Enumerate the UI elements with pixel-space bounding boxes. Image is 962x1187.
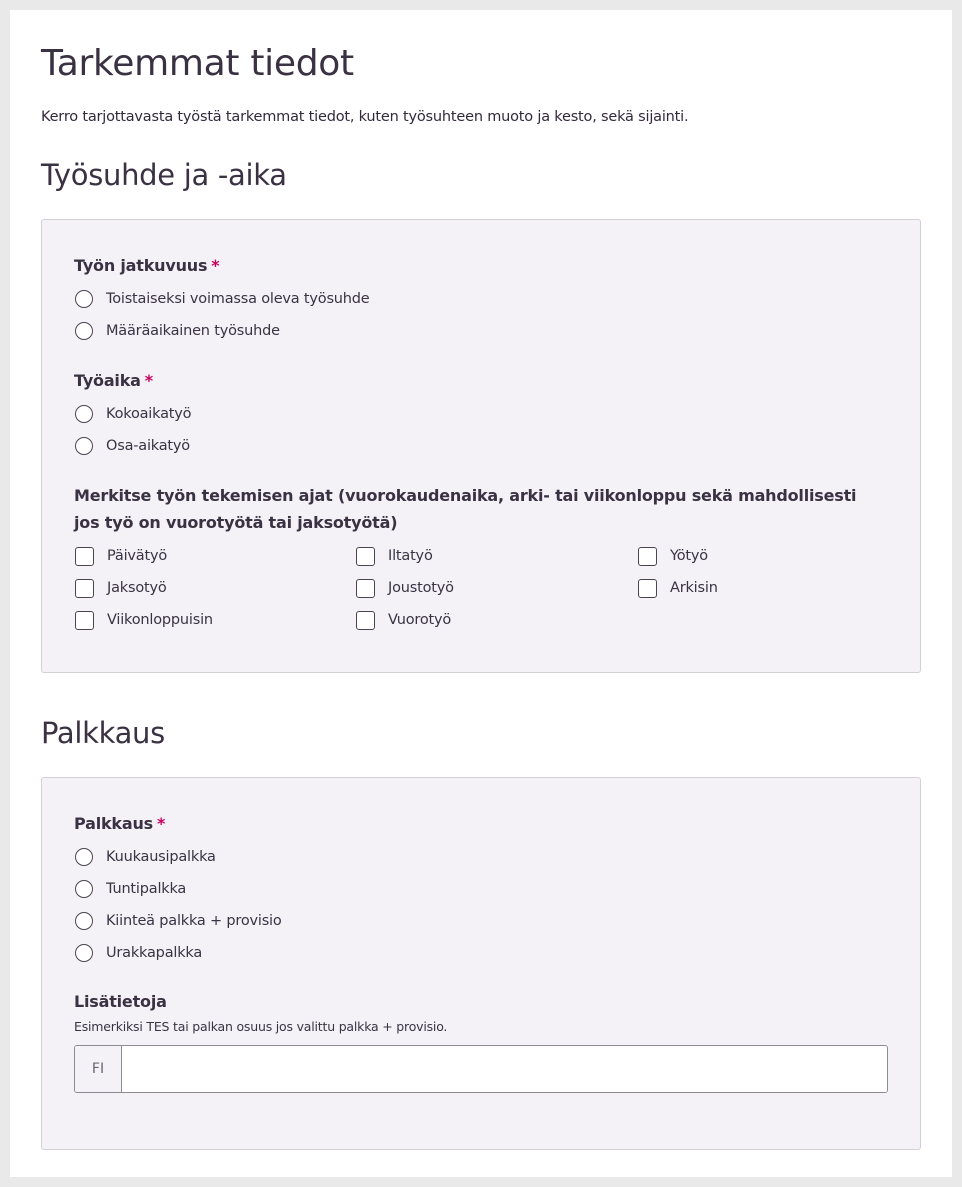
option-label: Vuorotyö <box>388 612 452 628</box>
work-hours-checkbox-weekends[interactable] <box>75 608 213 632</box>
option-label: Joustotyö <box>388 580 454 596</box>
continuity-option-fixed-term[interactable] <box>75 319 280 343</box>
option-label: Viikonloppuisin <box>107 612 213 628</box>
required-marker: * <box>156 814 166 833</box>
section-title-salary: Palkkaus <box>41 716 165 750</box>
language-prefix: FI <box>75 1046 122 1092</box>
radio-button[interactable] <box>75 322 93 340</box>
option-label: Iltatyö <box>388 548 433 564</box>
page-intro: Kerro tarjottavasta työstä tarkemmat tiedot, kuten työsuhteen muoto ja kesto, sekä sijainti. <box>41 109 689 125</box>
radio-button[interactable] <box>75 944 93 962</box>
salary-option-hourly[interactable] <box>75 877 186 901</box>
radio-button[interactable] <box>75 912 93 930</box>
salary-type-label: Palkkaus * <box>74 814 166 833</box>
work-hours-checkbox-weekdays[interactable] <box>638 576 718 600</box>
work-hours-label: Merkitse työn tekemisen ajat (vuorokaudenaika, arki- tai viikonloppu sekä mahdollisesti jos työ on vuorotyötä tai jaksotyötä) <box>74 486 857 532</box>
work-hours-checkbox-period[interactable] <box>75 576 167 600</box>
work-hours-checkbox-shift[interactable] <box>356 608 451 632</box>
checkbox[interactable] <box>638 547 657 566</box>
salary-details-label: Lisätietoja <box>74 992 167 1011</box>
radio-button[interactable] <box>75 405 93 423</box>
checkbox[interactable] <box>356 547 375 566</box>
radio-button[interactable] <box>75 880 93 898</box>
checkbox[interactable] <box>638 579 657 598</box>
continuity-label: Työn jatkuvuus * <box>74 256 220 275</box>
option-label: Kuukausipalkka <box>106 849 216 865</box>
salary-details-field <box>74 1045 888 1093</box>
option-label: Päivätyö <box>107 548 168 564</box>
option-label: Jaksotyö <box>107 580 167 596</box>
working-time-option-part-time[interactable] <box>75 434 190 458</box>
option-label: Yötyö <box>670 548 708 564</box>
work-hours-checkbox-evening[interactable] <box>356 544 433 568</box>
salary-option-fixed-plus-commission[interactable] <box>75 909 282 933</box>
work-hours-checkbox-night[interactable] <box>638 544 708 568</box>
option-label: Kokoaikatyö <box>106 406 192 422</box>
salary-details-help: Esimerkiksi TES tai palkan osuus jos valittu palkka + provisio. <box>74 1019 448 1034</box>
checkbox[interactable] <box>75 547 94 566</box>
option-label: Määräaikainen työsuhde <box>106 323 280 339</box>
checkbox[interactable] <box>75 579 94 598</box>
option-label: Osa-aikatyö <box>106 438 190 454</box>
work-hours-checkbox-day[interactable] <box>75 544 167 568</box>
radio-button[interactable] <box>75 290 93 308</box>
working-time-label: Työaika * <box>74 371 153 390</box>
option-label: Arkisin <box>670 580 718 596</box>
required-marker: * <box>144 371 153 390</box>
page <box>10 10 952 1177</box>
salary-option-monthly[interactable] <box>75 845 216 869</box>
salary-details-input[interactable] <box>122 1046 887 1092</box>
section-title-employment: Työsuhde ja -aika <box>41 158 287 192</box>
salary-option-piecework[interactable] <box>75 941 202 965</box>
continuity-option-permanent[interactable] <box>75 287 370 311</box>
required-marker: * <box>211 256 220 275</box>
page-title: Tarkemmat tiedot <box>41 43 354 84</box>
radio-button[interactable] <box>75 437 93 455</box>
option-label: Tuntipalkka <box>106 881 187 897</box>
option-label: Kiinteä palkka + provisio <box>106 913 282 929</box>
employment-panel <box>41 219 921 673</box>
work-hours-checkbox-flexible[interactable] <box>356 576 454 600</box>
working-time-option-full-time[interactable] <box>75 402 191 426</box>
checkbox[interactable] <box>356 579 375 598</box>
radio-button[interactable] <box>75 848 93 866</box>
option-label: Urakkapalkka <box>106 945 203 961</box>
salary-panel <box>41 777 921 1150</box>
option-label: Toistaiseksi voimassa oleva työsuhde <box>106 291 370 307</box>
checkbox[interactable] <box>75 611 94 630</box>
checkbox[interactable] <box>356 611 375 630</box>
